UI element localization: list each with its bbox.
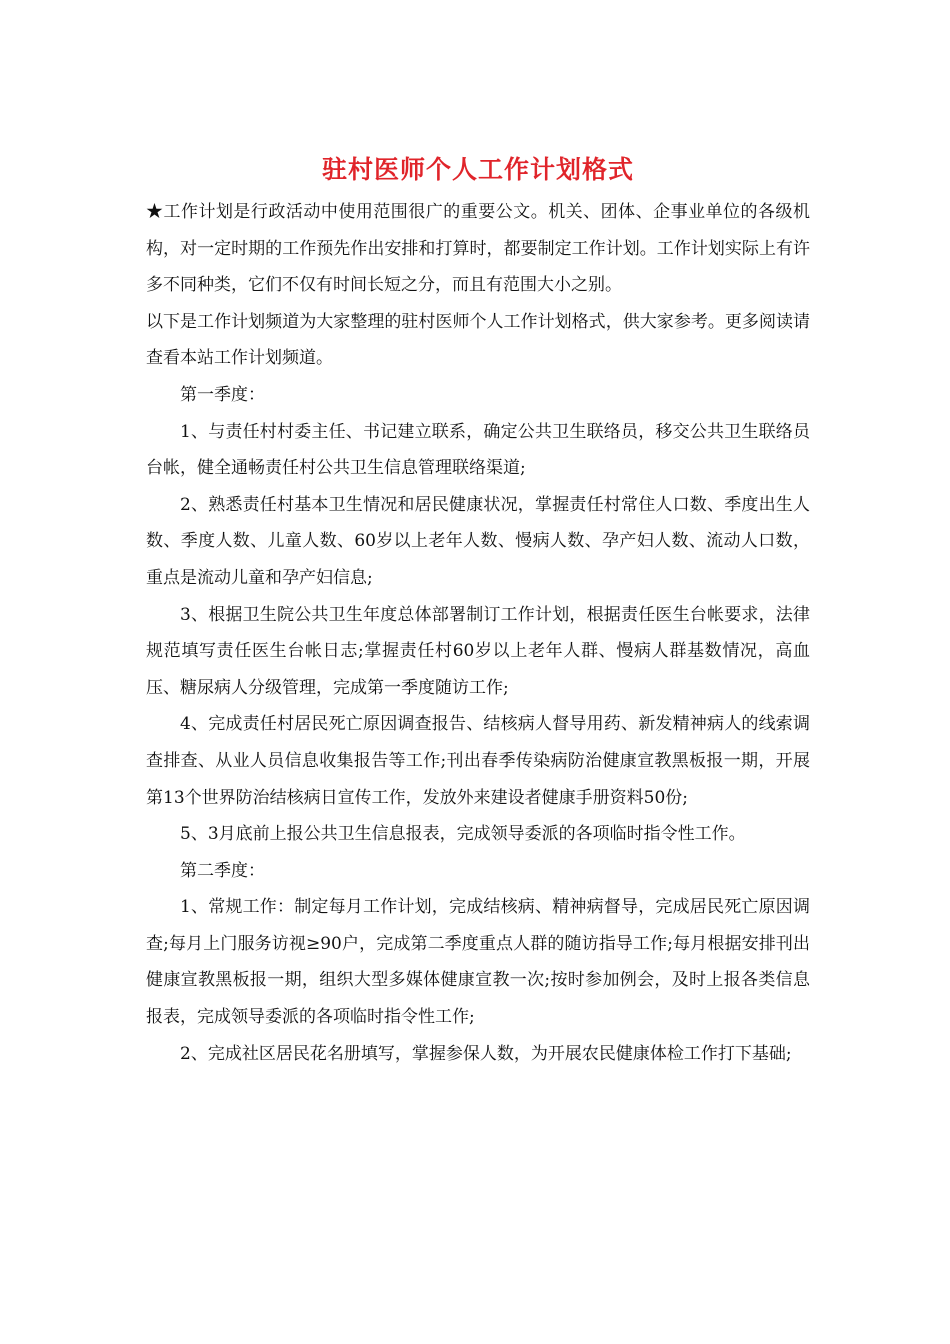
- document-body: [146, 194, 810, 1072]
- paragraph-intro: ★工作计划是行政活动中使用范围很广的重要公文。机关、团体、企事业单位的各级机构，对一定时期的工作预先作出安排和打算时，都要制定工作计划。工作计划实际上有许多不同种类，它们不仅有时间长短之分，而且有范围大小之别。: [146, 202, 810, 296]
- list-item: 1、常规工作：制定每月工作计划，完成结核病、精神病督导，完成居民死亡原因调查;每月上门服务访视≥90户，完成第二季度重点人群的随访指导工作;每月根据安排刊出健康宣教黑板报一期，组织大型多媒体健康宣教一次;按时参加例会，及时上报各类信息报表，完成领导委派的各项临时指令性工作;: [146, 897, 810, 1028]
- section-heading-q2: 第二季度：: [180, 860, 265, 881]
- list-item: 5、3月底前上报公共卫生信息报表，完成领导委派的各项临时指令性工作。: [180, 824, 746, 845]
- list-item: 2、熟悉责任村基本卫生情况和居民健康状况，掌握责任村常住人口数、季度出生人数、季度人数、儿童人数、60岁以上老年人数、慢病人数、孕产妇人数、流动人口数，重点是流动儿童和孕产妇信息;: [146, 494, 810, 588]
- paragraph-lead: 以下是工作计划频道为大家整理的驻村医师个人工作计划格式，供大家参考。更多阅读请查看本站工作计划频道。: [146, 311, 810, 369]
- list-item: 2、完成社区居民花名册填写，掌握参保人数，为开展农民健康体检工作打下基础;: [180, 1043, 792, 1064]
- section-heading-q1: 第一季度：: [180, 384, 265, 405]
- list-item: 3、根据卫生院公共卫生年度总体部署制订工作计划，根据责任医生台帐要求，法律规范填写责任医生台帐日志;掌握责任村60岁以上老年人群、慢病人群基数情况，高血压、糖尿病人分级管理，完成第一季度随访工作;: [146, 604, 810, 698]
- document-page: [146, 150, 810, 1072]
- list-item: 4、完成责任村居民死亡原因调查报告、结核病人督导用药、新发精神病人的线索调查排查、从业人员信息收集报告等工作;刊出春季传染病防治健康宣教黑板报一期，开展第13个世界防治结核病日宣传工作，发放外来建设者健康手册资料50份;: [146, 714, 810, 808]
- document-title: 驻村医师个人工作计划格式: [321, 155, 634, 184]
- list-item: 1、与责任村村委主任、书记建立联系，确定公共卫生联络员，移交公共卫生联络员台帐，健全通畅责任村公共卫生信息管理联络渠道;: [146, 421, 810, 479]
